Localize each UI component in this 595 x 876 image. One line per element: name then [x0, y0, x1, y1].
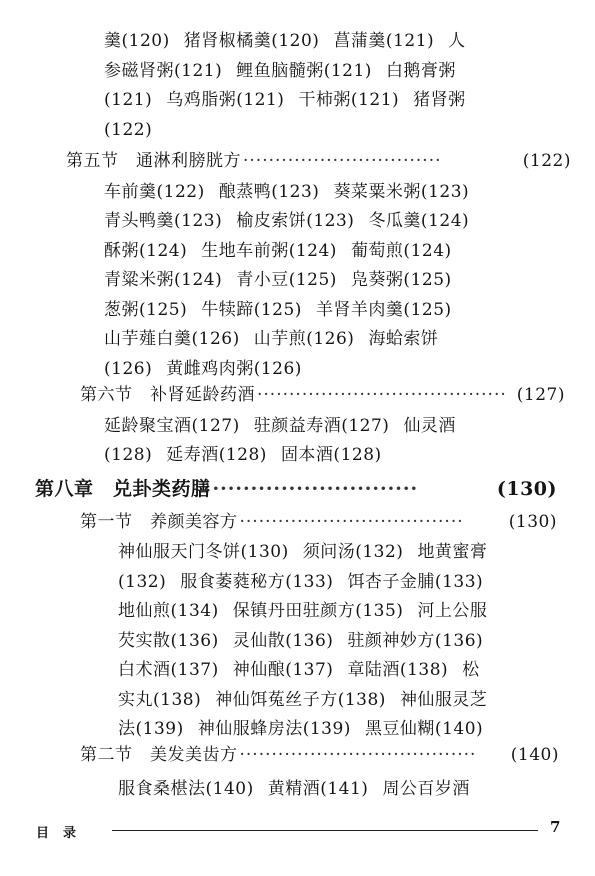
toc-entry: (126): [104, 358, 153, 379]
toc-entry-line: [118, 541, 487, 563]
toc-entry: 仙灵酒: [403, 415, 456, 436]
toc-entry: 猪肾粥: [413, 90, 466, 110]
toc-entry-line: [104, 89, 466, 111]
toc-entry: 参磁肾粥(121): [104, 60, 223, 81]
toc-entry: 白鹅膏粥: [385, 60, 456, 81]
toc-entry: 地黄蜜膏: [417, 542, 488, 562]
toc-entry: 鲤鱼脑髓粥(121): [236, 60, 372, 81]
toc-entry-line: [118, 689, 487, 711]
toc-entry: 冬瓜羹(124): [368, 211, 470, 231]
toc-entry: 服食萎蕤秘方(133): [180, 571, 334, 592]
toc-entry: 保镇丹田驻颜方(135): [232, 601, 404, 621]
footer-label: 目录: [36, 826, 91, 841]
section-heading-page: (140): [510, 745, 559, 765]
toc-entry: 黄精酒(141): [267, 778, 369, 799]
toc-entry-line: [104, 119, 152, 141]
toc-entry: (128): [104, 445, 153, 465]
toc-entry: 酥粥(124): [104, 240, 188, 261]
toc-entry: 服食桑椹法(140): [118, 778, 254, 799]
toc-entry: 饵杏子金脯(133): [347, 571, 484, 592]
toc-entry-line: [104, 210, 469, 232]
toc-entry-line: [104, 415, 456, 437]
toc-entry-line: [118, 571, 483, 593]
toc-entry: 黑豆仙糊(140): [364, 719, 484, 739]
toc-entry: 人: [448, 31, 466, 51]
section-heading-title: 第六节 补肾延龄药酒: [80, 385, 255, 405]
toc-entry-line: [118, 778, 470, 800]
toc-entry: 榆皮索饼(123): [236, 211, 355, 231]
toc-entry: 松: [462, 660, 480, 680]
toc-entry-line: [104, 444, 382, 466]
toc-entry: 牛犊蹄(125): [201, 299, 302, 320]
toc-entry: 青小豆(125): [236, 270, 337, 290]
toc-entry: 葱粥(125): [104, 299, 188, 320]
toc-entry: 固本酒(128): [280, 445, 382, 465]
toc-entry: 黄雌鸡肉粥(126): [166, 358, 302, 379]
toc-entry-line: [104, 240, 452, 262]
toc-entry: 地仙煎(134): [118, 601, 219, 621]
toc-entry: 神仙酿(137): [232, 660, 334, 680]
toc-entry: 葡萄煎(124): [350, 240, 452, 261]
chapter-heading-title: 第八章 兑卦类药膳: [35, 478, 211, 500]
toc-entry-line: [104, 60, 456, 82]
section-heading: [66, 150, 571, 172]
toc-entry: 乌鸡脂粥(121): [166, 90, 285, 110]
toc-entry-line: [104, 181, 469, 203]
toc-entry: 猪肾椒橘羹(120): [183, 31, 320, 51]
chapter-heading-page: (130): [496, 478, 557, 500]
toc-entry-line: [104, 328, 438, 350]
toc-entry: 凫葵粥(125): [350, 270, 452, 290]
footer-rule: [112, 830, 538, 831]
toc-entry-line: [118, 600, 487, 622]
toc-entry: 实丸(138): [118, 689, 202, 710]
toc-entry: 神仙服灵芝: [399, 689, 488, 710]
leader-dots: ·······································: [257, 385, 507, 405]
toc-entry: 车前羹(122): [104, 181, 205, 202]
toc-entry: 神仙饵菟丝子方(138): [215, 689, 386, 710]
toc-entry: 青粱米粥(124): [104, 270, 223, 290]
toc-entry: (132): [118, 571, 167, 592]
toc-entry: 灵仙散(136): [232, 630, 334, 651]
toc-entry: 山芋煎(126): [253, 329, 355, 349]
toc-entry: 神仙服天门冬饼(130): [118, 542, 289, 562]
toc-entry: 驻颜神妙方(136): [347, 630, 484, 651]
section-heading-page: (127): [516, 385, 565, 405]
page-number: 7: [550, 818, 561, 836]
toc-entry-line: [104, 30, 466, 52]
toc-entry-line: [104, 269, 452, 291]
toc-entry: 白术酒(137): [118, 660, 219, 680]
toc-entry: 延龄聚宝酒(127): [104, 415, 240, 436]
toc-entry: 葵菜粟米粥(123): [333, 181, 470, 202]
section-heading-page: (122): [522, 151, 571, 171]
toc-entry-line: [104, 299, 452, 321]
toc-entry: 周公百岁酒: [382, 778, 470, 799]
toc-entry: (122): [104, 119, 153, 140]
toc-entry: 海蛤索饼: [368, 329, 439, 349]
chapter-heading: [35, 478, 557, 500]
section-heading-title: 第一节 养颜美容方: [80, 511, 238, 532]
toc-entry: 菖蒲羹(121): [333, 31, 435, 51]
toc-entry-line: [118, 718, 483, 740]
toc-entry-line: [118, 659, 480, 681]
section-heading-title: 第二节 美发美齿方: [80, 745, 238, 765]
toc-entry: 干柿粥(121): [298, 90, 400, 110]
toc-entry: 羊肾羊肉羹(125): [315, 299, 452, 320]
toc-entry: 生地车前粥(124): [201, 240, 337, 261]
section-heading: [80, 384, 565, 406]
toc-entry: (121): [104, 90, 153, 110]
section-heading: [80, 511, 557, 533]
toc-entry: 延寿酒(128): [166, 445, 267, 465]
toc-entry: 神仙服蜂房法(139): [197, 719, 351, 739]
toc-entry: 须问汤(132): [302, 542, 404, 562]
toc-entry: 章陆酒(138): [347, 660, 449, 680]
toc-entry: 驻颜益寿酒(127): [253, 415, 390, 436]
leader-dots: ···························: [212, 478, 419, 500]
toc-entry: 酿蒸鸭(123): [218, 181, 320, 202]
leader-dots: ·······························: [243, 151, 442, 171]
section-heading-page: (130): [508, 511, 557, 532]
toc-entry: 山芋薤白羹(126): [104, 329, 240, 349]
leader-dots: ···································: [239, 511, 464, 532]
toc-entry: 法(139): [118, 719, 184, 739]
leader-dots: ·····································: [239, 745, 477, 765]
section-heading: [80, 744, 559, 766]
toc-entry: 羹(120): [104, 31, 170, 51]
toc-entry: 青头鸭羹(123): [104, 211, 223, 231]
toc-entry: 芡实散(136): [118, 630, 219, 651]
toc-entry-line: [104, 358, 302, 380]
section-heading-title: 第五节 通淋利膀胱方: [66, 151, 241, 171]
toc-entry: 河上公服: [417, 601, 488, 621]
toc-entry-line: [118, 630, 483, 652]
